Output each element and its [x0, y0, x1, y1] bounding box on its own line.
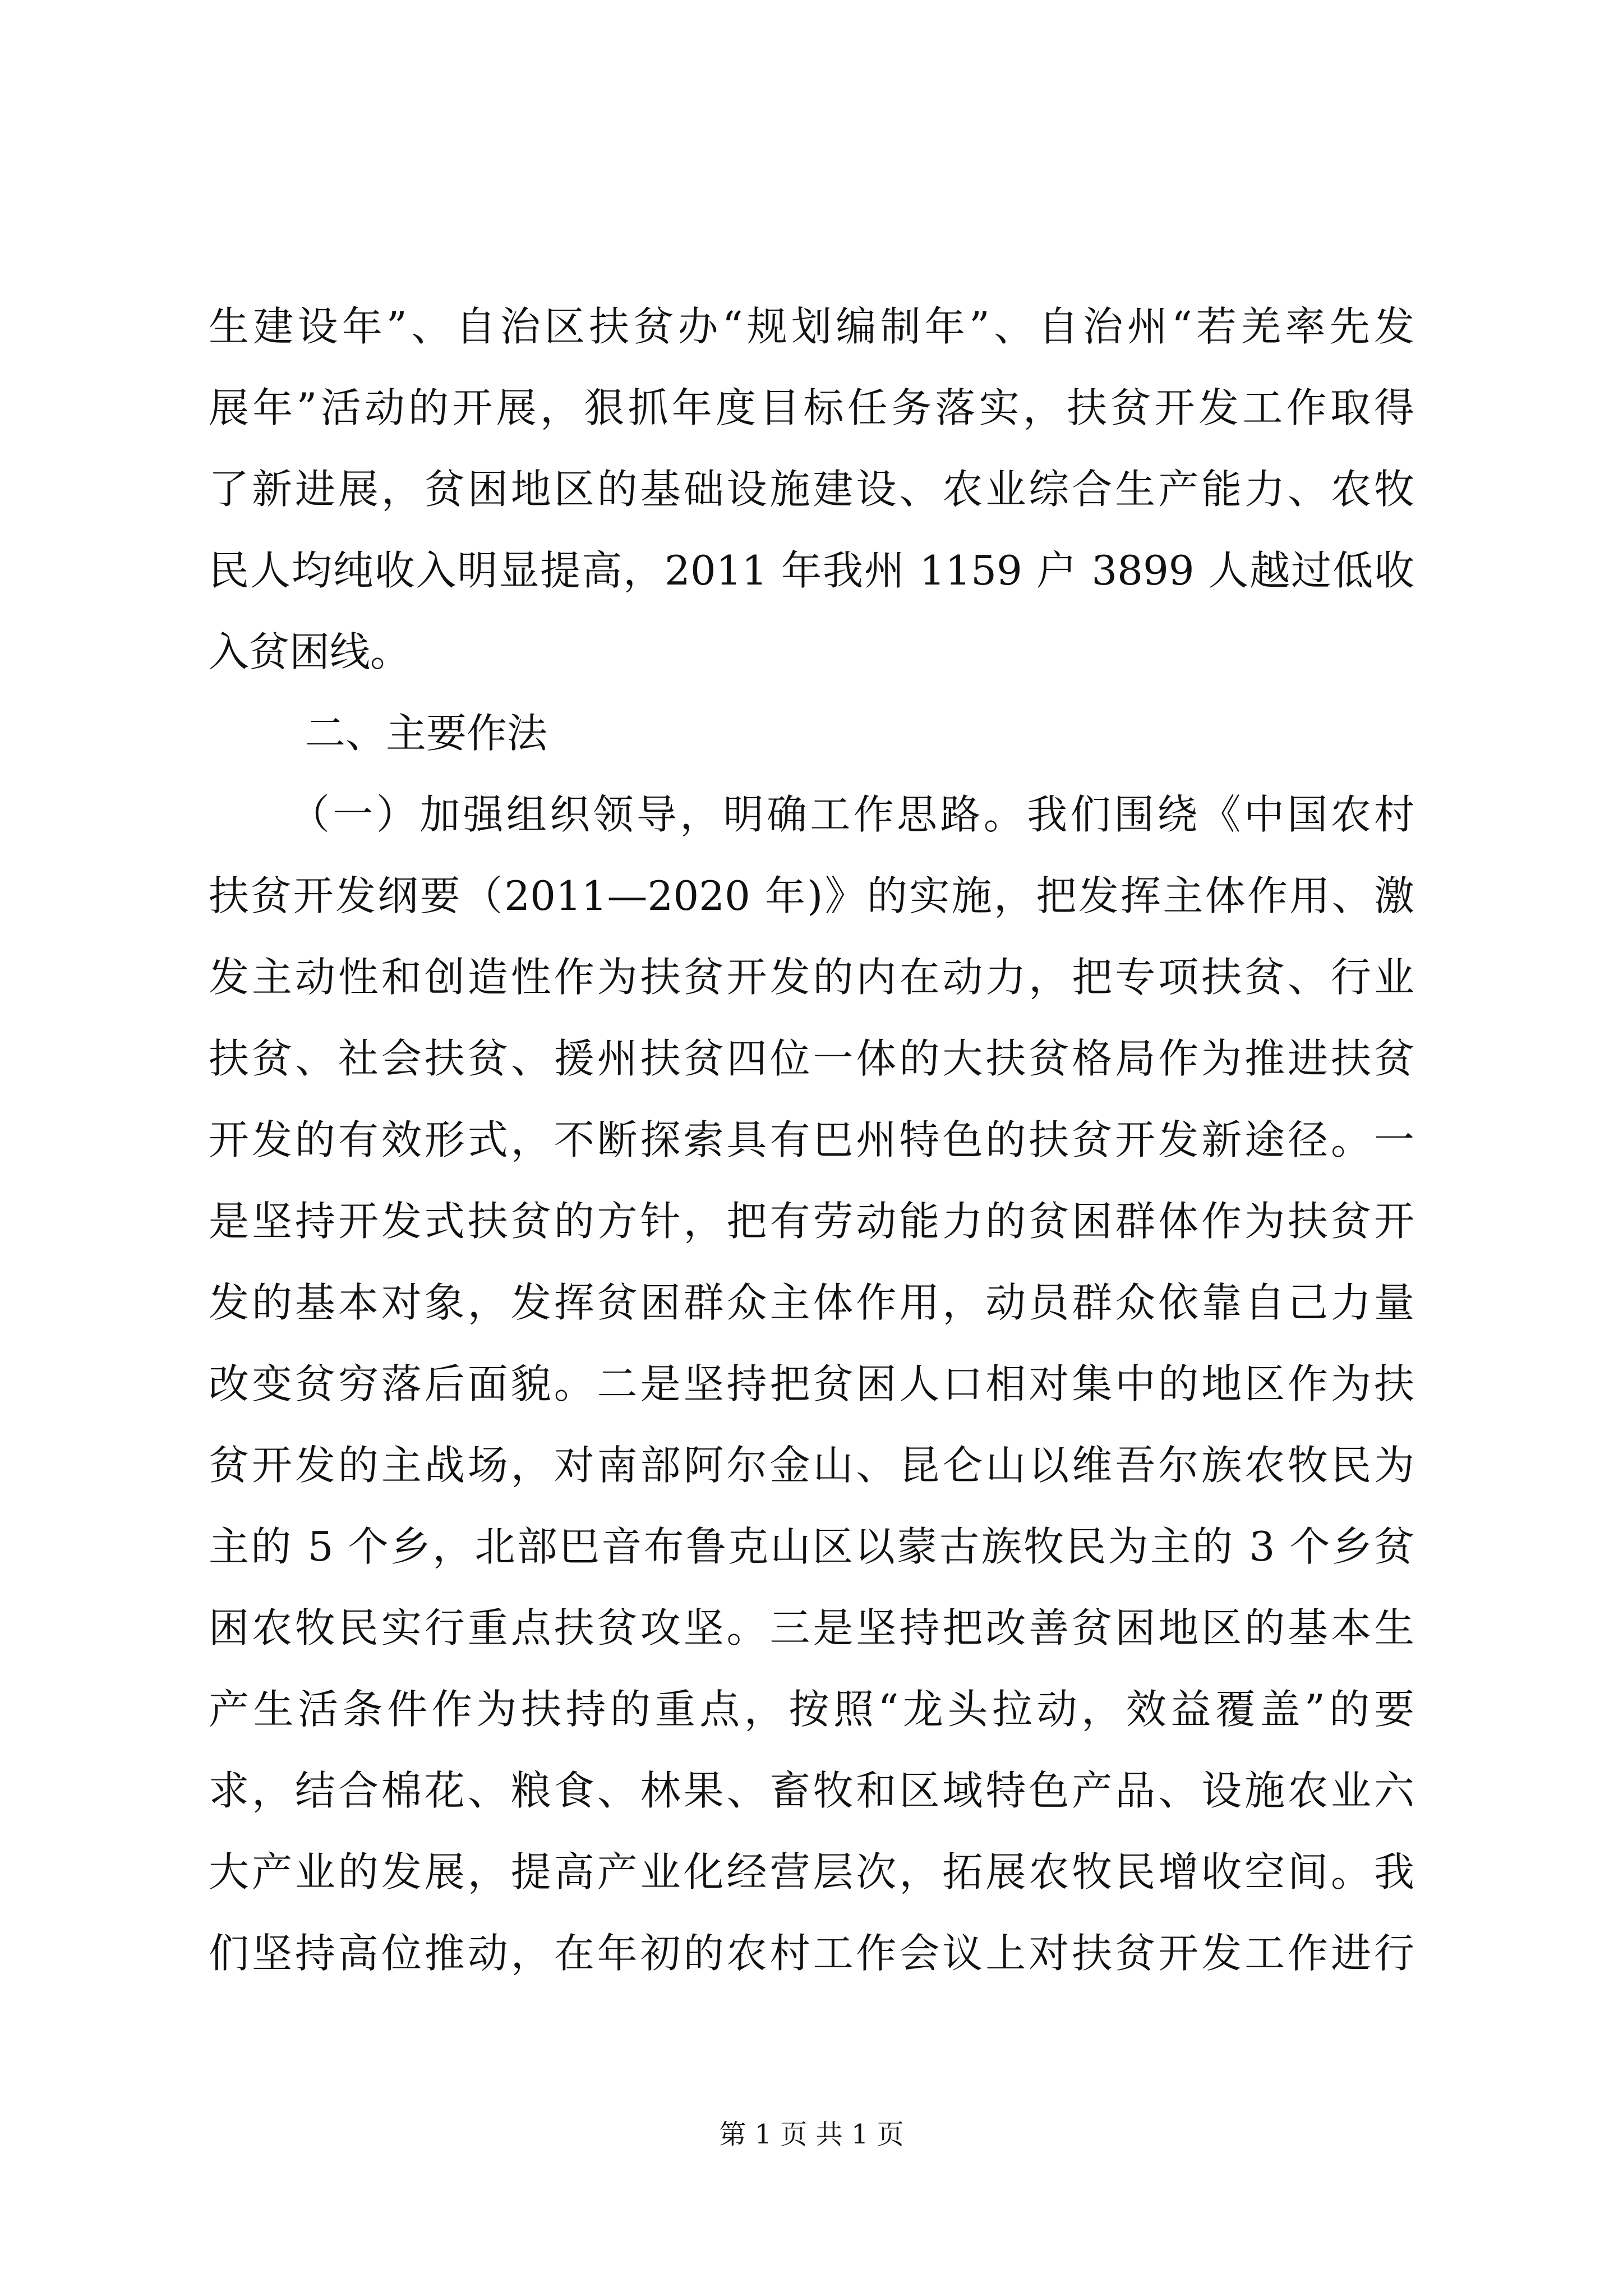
paragraph-line: 是坚持开发式扶贫的方针，把有劳动能力的贫困群体作为扶贫开 [209, 1198, 1414, 1245]
page-footer: 第 1 页 共 1 页 [719, 2119, 904, 2150]
section-heading: 二、主要作法 [305, 710, 548, 757]
paragraph-line: 困农牧民实行重点扶贫攻坚。三是坚持把改善贫困地区的基本生 [209, 1604, 1414, 1651]
paragraph-line: 扶贫开发纲要（2011—2020 年)》的实施，把发挥主体作用、激 [209, 872, 1414, 919]
paragraph-line: 扶贫、社会扶贫、援州扶贫四位一体的大扶贫格局作为推进扶贫 [209, 1035, 1414, 1082]
document-body [209, 286, 1414, 1994]
paragraph-line: 生建设年”、自治区扶贫办“规划编制年”、自治州“若羌率先发 [209, 303, 1414, 350]
paragraph-line: 入贫困线。 [209, 628, 411, 675]
paragraph-line: 主的 5 个乡，北部巴音布鲁克山区以蒙古族牧民为主的 3 个乡贫 [209, 1523, 1414, 1570]
subsection-heading-line: （一）加强组织领导，明确工作思路。我们围绕《中国农村 [289, 791, 1414, 838]
paragraph-line: 了新进展，贫困地区的基础设施建设、农业综合生产能力、农牧 [209, 466, 1414, 513]
paragraph-line: 求，结合棉花、粮食、林果、畜牧和区域特色产品、设施农业六 [209, 1767, 1414, 1814]
paragraph-line: 贫开发的主战场，对南部阿尔金山、昆仑山以维吾尔族农牧民为 [209, 1442, 1414, 1489]
paragraph-line: 开发的有效形式，不断探索具有巴州特色的扶贫开发新途径。一 [209, 1116, 1414, 1163]
paragraph-line: 发的基本对象，发挥贫困群众主体作用，动员群众依靠自己力量 [209, 1279, 1414, 1326]
paragraph-line: 产生活条件作为扶持的重点，按照“龙头拉动，效益覆盖”的要 [209, 1686, 1414, 1733]
paragraph-line: 改变贫穷落后面貌。二是坚持把贫困人口相对集中的地区作为扶 [209, 1360, 1414, 1407]
paragraph-line: 展年”活动的开展，狠抓年度目标任务落实，扶贫开发工作取得 [209, 384, 1414, 431]
paragraph-line: 发主动性和创造性作为扶贫开发的内在动力，把专项扶贫、行业 [209, 954, 1414, 1001]
paragraph-line: 们坚持高位推动，在年初的农村工作会议上对扶贫开发工作进行 [209, 1930, 1414, 1977]
paragraph-line: 民人均纯收入明显提高，2011 年我州 1159 户 3899 人越过低收 [209, 547, 1414, 594]
paragraph-line: 大产业的发展，提高产业化经营层次，拓展农牧民增收空间。我 [209, 1848, 1414, 1895]
